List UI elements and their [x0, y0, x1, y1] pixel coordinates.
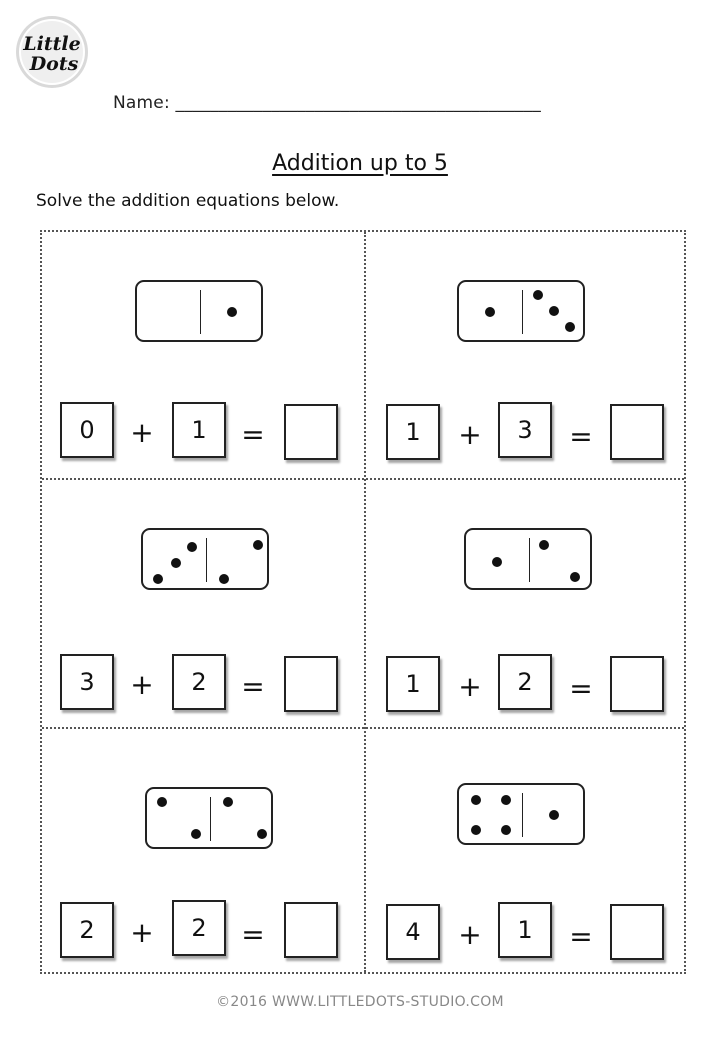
instruction-text: Solve the addition equations below.: [36, 191, 340, 211]
domino-dot: [227, 307, 237, 317]
logo-badge: [14, 14, 90, 90]
domino-dot: [171, 558, 181, 568]
logo-line1: Little: [23, 33, 81, 55]
domino: [141, 528, 269, 590]
copyright-footer: ©2016 WWW.LITTLEDOTS-STUDIO.COM: [216, 994, 504, 1010]
equals-sign: =: [569, 920, 593, 953]
domino-dot: [565, 322, 575, 332]
plus-sign: +: [458, 418, 482, 451]
domino-dot: [187, 542, 197, 552]
addend-box: 1: [386, 404, 440, 460]
domino-dot: [153, 574, 163, 584]
domino-dot: [549, 810, 559, 820]
addend-box: 1: [498, 902, 552, 958]
domino-dot: [219, 574, 229, 584]
domino-dot: [539, 540, 549, 550]
answer-box[interactable]: [610, 656, 664, 712]
domino-dot: [533, 290, 543, 300]
domino-dot: [191, 829, 201, 839]
domino-dot: [253, 540, 263, 550]
addend-box: 2: [498, 654, 552, 710]
answer-box[interactable]: [610, 404, 664, 460]
domino-dot: [471, 795, 481, 805]
addend-box: 1: [386, 656, 440, 712]
problem-grid: [40, 230, 686, 974]
domino-dot: [570, 572, 580, 582]
domino: [135, 280, 263, 342]
addend-box: 1: [172, 402, 226, 458]
addend-box: 4: [386, 904, 440, 960]
name-field[interactable]: [113, 93, 541, 113]
domino-dot: [257, 829, 267, 839]
equals-sign: =: [569, 420, 593, 453]
domino-divider: [206, 538, 207, 582]
domino-dot: [492, 557, 502, 567]
addend-box: 0: [60, 402, 114, 458]
domino-divider: [522, 290, 523, 334]
logo-line2: Dots: [29, 53, 79, 75]
name-label: Name:: [113, 93, 170, 113]
equals-sign: =: [241, 670, 265, 703]
domino-divider: [522, 793, 523, 837]
page-title: Addition up to 5: [272, 151, 448, 176]
domino-dot: [485, 307, 495, 317]
domino-dot: [157, 797, 167, 807]
addend-box: 3: [60, 654, 114, 710]
domino: [457, 280, 585, 342]
answer-box[interactable]: [284, 656, 338, 712]
name-blank: __________________________________________: [175, 93, 541, 113]
domino-dot: [471, 825, 481, 835]
addend-box: 2: [172, 654, 226, 710]
equals-sign: =: [241, 918, 265, 951]
domino-divider: [210, 797, 211, 841]
plus-sign: +: [458, 918, 482, 951]
domino-divider: [200, 290, 201, 334]
domino-dot: [549, 306, 559, 316]
answer-box[interactable]: [610, 904, 664, 960]
plus-sign: +: [130, 668, 154, 701]
answer-box[interactable]: [284, 902, 338, 958]
plus-sign: +: [458, 670, 482, 703]
logo: [14, 14, 90, 90]
answer-box[interactable]: [284, 404, 338, 460]
addend-box: 2: [172, 900, 226, 956]
equals-sign: =: [569, 672, 593, 705]
plus-sign: +: [130, 416, 154, 449]
domino: [464, 528, 592, 590]
grid-divider-vertical: [364, 232, 366, 972]
grid-divider-horizontal: [42, 727, 684, 729]
domino-divider: [529, 538, 530, 582]
addend-box: 3: [498, 402, 552, 458]
domino-dot: [501, 795, 511, 805]
domino: [457, 783, 585, 845]
domino-dot: [501, 825, 511, 835]
grid-divider-horizontal: [42, 478, 684, 480]
domino-dot: [223, 797, 233, 807]
plus-sign: +: [130, 916, 154, 949]
addend-box: 2: [60, 902, 114, 958]
equals-sign: =: [241, 418, 265, 451]
domino: [145, 787, 273, 849]
